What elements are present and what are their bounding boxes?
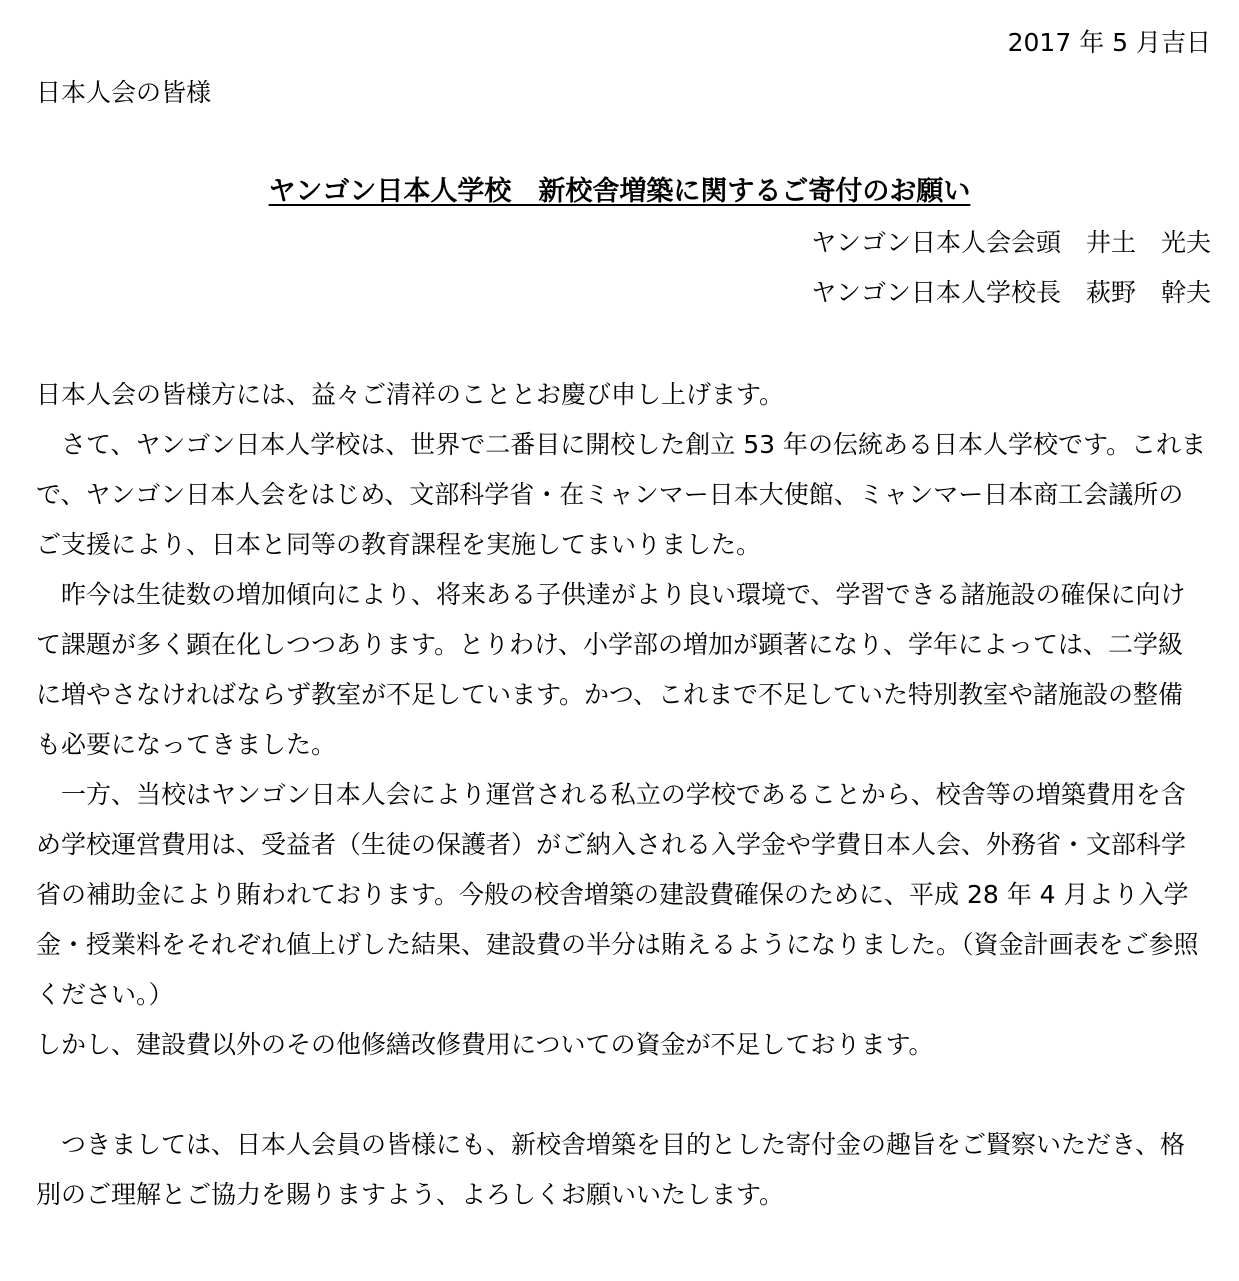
signer-association-president: ヤンゴン日本人会会頭 井土 光夫 xyxy=(811,228,1211,257)
body-paragraph-request: つきましては、日本人会員の皆様にも、新校舎増築を目的とした寄付金の趣旨をご賢察いただき、格別のご理解とご協力を賜りますよう、よろしくお願いいたします。 xyxy=(36,1130,1186,1209)
body-paragraph-funding: 一方、当校はヤンゴン日本人会により運営される私立の学校であることから、校舎等の増築費用を含め学校運営費用は、受益者（生徒の保護者）がご納入される入学金や学費日本人会、外務省・文部科学省の補助金により賄われております。今般の校舎増築の建設費確保のために、平成 28 年 4 月より入学金・授業料をそれぞれ値上げした結果、建設費の半分は賄えるようになりました。（資金計画表をご参照ください。） xyxy=(36,780,1199,1009)
letter-title xyxy=(0,172,1239,212)
signer-school-principal: ヤンゴン日本人学校長 萩野 幹夫 xyxy=(811,278,1211,307)
body-paragraph-shortfall: しかし、建設費以外のその他修繕改修費用についての資金が不足しております。 xyxy=(36,1030,934,1059)
letter-body xyxy=(36,370,1206,1220)
body-paragraph-issues: 昨今は生徒数の増加傾向により、将来ある子供達がより良い環境で、学習できる諸施設の確保に向けて課題が多く顕在化しつつあります。とりわけ、小学部の増加が顕著になり、学年によっては、二学級に増やさなければならず教室が不足しています。かつ、これまで不足していた特別教室や諸施設の整備も必要になってきました。 xyxy=(36,580,1186,759)
body-paragraph-history: さて、ヤンゴン日本人学校は、世界で二番目に開校した創立 53 年の伝統ある日本人学校です。これまで、ヤンゴン日本人会をはじめ、文部科学省・在ミャンマー日本大使館、ミャンマー日本商工会議所のご支援により、日本と同等の教育課程を実施してまいりました。 xyxy=(36,430,1206,559)
letter-title-text: ヤンゴン日本人学校 新校舎増築に関するご寄付のお願い xyxy=(268,176,971,207)
greeting-paragraph: 日本人会の皆様方には、益々ご清祥のこととお慶び申し上げます。 xyxy=(36,380,785,409)
letter-date: 2017 年 5 月吉日 xyxy=(1007,28,1211,57)
paragraph-spacer xyxy=(36,1070,1206,1120)
addressee: 日本人会の皆様 xyxy=(36,78,212,107)
